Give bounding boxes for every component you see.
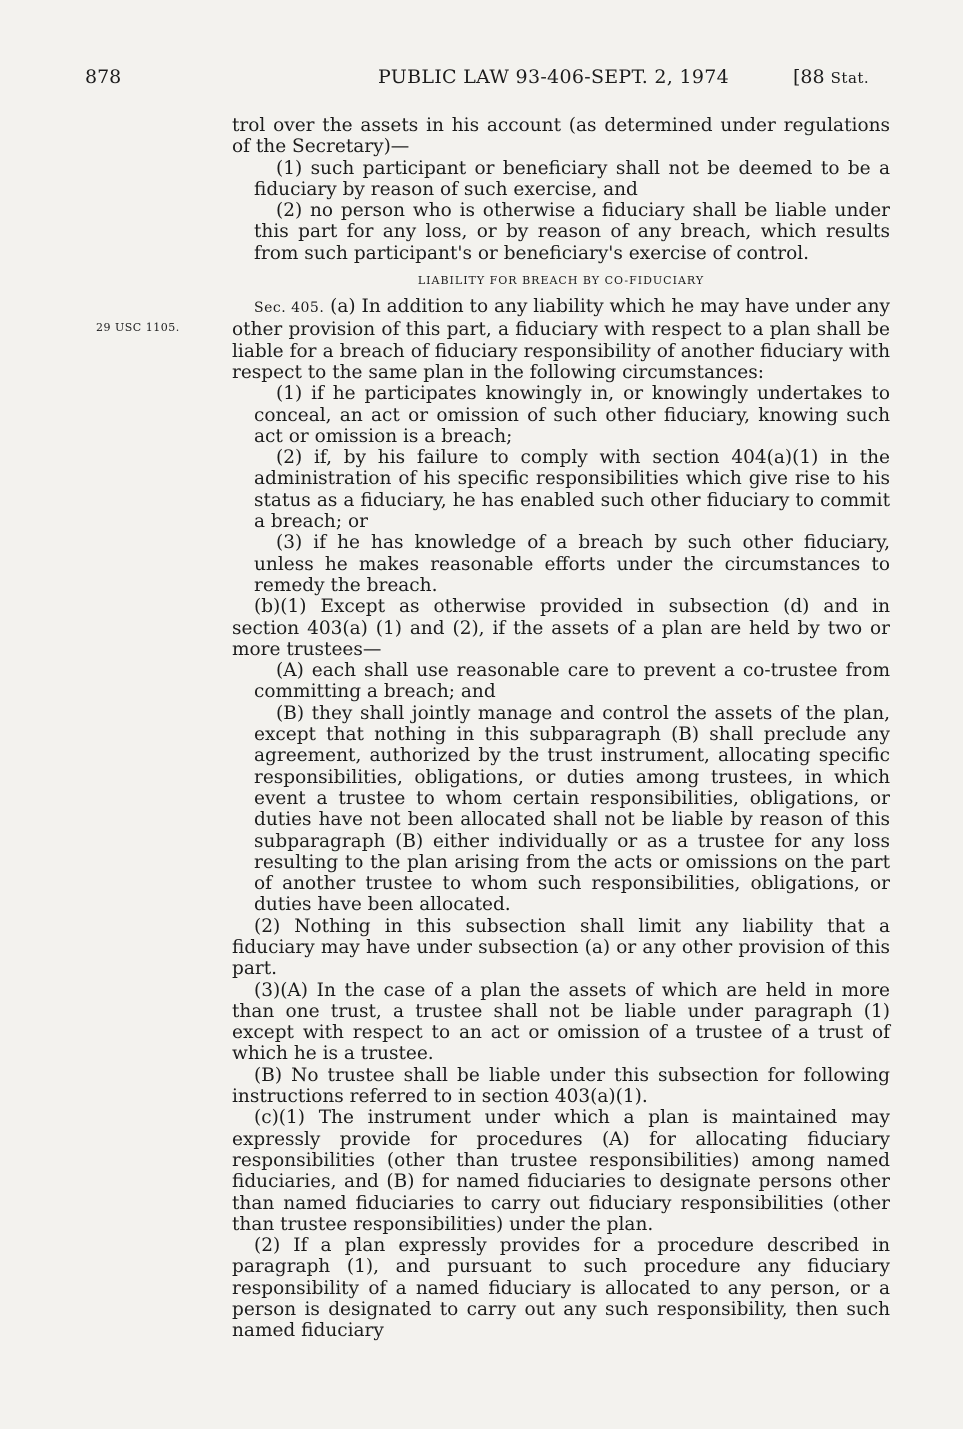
paragraph: (2) if, by his failure to comply with section 404(a)(1) in the administration of his specific responsibilities which give rise to his status as a fiduciary, he has enabled such other fiduciary to commit a breach; or: [254, 447, 890, 533]
paragraph: (3) if he has knowledge of a breach by such other fiduciary, unless he makes reasonable efforts under the circumstances to remedy the breach.: [254, 532, 890, 596]
page-number: 878: [85, 66, 122, 88]
volume-reference: [793, 66, 869, 88]
paragraph: (1) if he participates knowingly in, or knowingly undertakes to conceal, an act or omission of such other fiduciary, knowing such act or omission is a breach;: [254, 383, 890, 447]
paragraph: (2) no person who is otherwise a fiduciary shall be liable under this part for any loss, or by reason of any breach, which results from such participant's or beneficiary's exercise of control.: [254, 200, 890, 264]
paragraph: (c)(1) The instrument under which a plan is maintained may expressly provide for procedures (A) for allocating fiduciary responsibilities (other than trustee responsibilities) among named fiduciaries, and (B) for named fiduciaries to designate persons other than named fiduciaries to carry out fiduciary responsibilities (other than trustee responsibilities) under the plan.: [232, 1107, 890, 1235]
paragraph: [232, 296, 890, 383]
paragraph: (1) such participant or beneficiary shall not be deemed to be a fiduciary by reason of such exercise, and: [254, 157, 890, 200]
paragraph: (3)(A) In the case of a plan the assets of which are held in more than one trust, a trustee shall not be liable under paragraph (1) except with respect to an act or omission of a trustee of a trust of which he is a trustee.: [232, 979, 890, 1065]
paragraph: (A) each shall use reasonable care to prevent a co-trustee from committing a breach; and: [254, 660, 890, 703]
body-text: [232, 115, 890, 1342]
section-label: Sec. 405.: [254, 300, 325, 317]
paragraph: (b)(1) Except as otherwise provided in subsection (d) and in section 403(a) (1) and (2), if the assets of a plan are held by two or more trustees—: [232, 596, 890, 660]
paragraph: (B) they shall jointly manage and control the assets of the plan, except that nothing in this subparagraph (B) shall preclude any agreement, authorized by the trust instrument, allocating specific responsibilities, obligations, or duties among trustees, in which event a trustee to whom certain responsibilities, obligations, or duties have not been allocated shall not be liable by reason of this subparagraph (B) either individually or as a trustee for any loss resulting to the plan arising from the acts or omissions on the part of another trustee to whom such responsibilities, obligations, or duties have been allocated.: [254, 702, 890, 916]
paragraph: (B) No trustee shall be liable under this subsection for following instructions referred to in section 403(a)(1).: [232, 1064, 890, 1108]
paragraph-text: (a) In addition to any liability which he may have under any other provision of this part, a fiduciary with respect to a plan shall be liable for a breach of fiduciary responsibility of another fiduciary with respect to the same plan in the following circumstances:: [232, 296, 890, 383]
paragraph: trol over the assets in his account (as determined under regulations of the Secretary)—: [232, 115, 890, 158]
volume-abbrev: Stat.: [830, 69, 870, 87]
page-header: [0, 66, 963, 96]
section-heading: LIABILITY FOR BREACH BY CO-FIDUCIARY: [417, 274, 705, 288]
paragraph: (2) If a plan expressly provides for a procedure described in paragraph (1), and pursuant to such procedure any fiduciary responsibility of a named fiduciary is allocated to any person, or a person is designated to carry out any such responsibility, then such named fiduciary: [232, 1235, 890, 1342]
paragraph: (2) Nothing in this subsection shall limit any liability that a fiduciary may have under subsection (a) or any other provision of this part.: [232, 915, 890, 980]
margin-citation: 29 USC 1105.: [96, 321, 180, 334]
page-title: PUBLIC LAW 93-406-SEPT. 2, 1974: [378, 66, 729, 88]
volume-bracket: [88: [793, 66, 831, 88]
